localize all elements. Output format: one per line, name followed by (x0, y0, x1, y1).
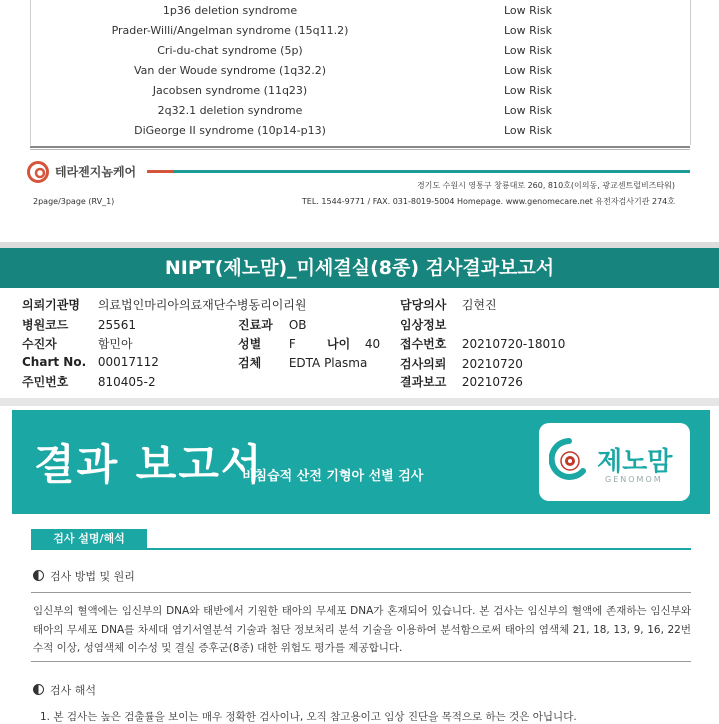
field-label: Chart No. (22, 355, 87, 369)
field-value: 20210726 (461, 375, 523, 389)
field-label: 접수번호 (400, 337, 447, 351)
half-circle-bullet-icon (33, 570, 44, 581)
field-value: 함민아 (97, 337, 133, 351)
field-label: 병원코드 (22, 318, 69, 332)
page-number: 2page/3page (RV_1) (33, 197, 115, 206)
mother-baby-icon (549, 437, 589, 485)
company-address: 경기도 수원시 영통구 창룡대로 260, 810호(이의동, 광교센트럴비즈타워) (416, 181, 675, 190)
syndrome-name: Prader-Willi/Angelman syndrome (15q11.2) (111, 24, 349, 37)
report-title: NIPT(제노맘)_미세결실(8종) 검사결과보고서 (0, 248, 719, 288)
risk-result: Low Risk (504, 4, 552, 17)
field-patient (22, 335, 133, 352)
field-label: 임상정보 (400, 318, 447, 332)
company-contact: TEL. 1544-9771 / FAX. 031-8019-5004 Homepage. www.genomecare.net 유전자검사기관 274호 (301, 197, 675, 206)
field-label: 수진자 (22, 337, 57, 351)
syndrome-name: Jacobsen syndrome (11q23) (152, 84, 308, 97)
table-row (30, 61, 690, 81)
table-border-right (690, 0, 691, 145)
field-label: 진료과 (238, 318, 273, 332)
banner-title: 결과 보고서 (34, 440, 264, 489)
field-resident-no (22, 373, 156, 390)
section-rule (31, 548, 691, 550)
field-label: 나이 (327, 337, 351, 351)
field-label: 담당의사 (400, 298, 447, 312)
brand-logo-box (539, 423, 690, 501)
divider (31, 592, 691, 593)
half-circle-bullet-icon (33, 684, 44, 695)
field-sex (238, 335, 331, 352)
table-bottom-rule-thin (30, 149, 690, 150)
field-clinical-info (400, 316, 462, 333)
company-name: 테라젠지놈케어 (55, 165, 137, 179)
method-heading (33, 568, 135, 584)
section-tab: 검사 설명/해석 (31, 529, 147, 548)
interpretation-heading (33, 682, 96, 698)
field-value: 김현진 (461, 298, 497, 312)
field-value: 40 (364, 337, 381, 351)
field-label: 결과보고 (400, 375, 447, 389)
field-age (327, 335, 380, 352)
footer-accent-bar (173, 170, 690, 173)
field-value: 25561 (97, 318, 137, 332)
field-label: 검체 (238, 356, 262, 370)
field-value: 20210720-18010 (461, 337, 566, 351)
field-value: 810405-2 (97, 375, 156, 389)
field-specimen (238, 354, 367, 371)
table-bottom-rule (30, 146, 690, 148)
field-value: 의료법인마리아의료재단수병동리이리원 (97, 298, 307, 312)
result-banner (12, 410, 710, 514)
field-receipt-no (400, 335, 565, 352)
table-row (30, 41, 690, 61)
interpretation-item-1: 1. 본 검사는 높은 검출률을 보이는 매우 정확한 검사이나, 오직 참고용이고 임상 진단을 목적으로 하는 것은 아닙니다. (40, 711, 577, 723)
field-report-date (400, 373, 523, 390)
brand-name: 제노맘 (597, 447, 673, 477)
table-row (30, 21, 690, 41)
risk-result: Low Risk (504, 64, 552, 77)
field-value: EDTA Plasma (288, 356, 368, 370)
risk-result: Low Risk (504, 44, 552, 57)
banner-subtitle: 비침습적 산전 기형아 선별 검사 (242, 469, 424, 484)
method-heading-text: 검사 방법 및 원리 (50, 570, 135, 583)
field-hospital-code (22, 316, 136, 333)
field-request-date (400, 355, 523, 372)
syndrome-name: 2q32.1 deletion syndrome (157, 104, 303, 117)
risk-result: Low Risk (504, 24, 552, 37)
table-row (30, 81, 690, 101)
field-label: 주민번호 (22, 375, 69, 389)
section-separator (0, 398, 719, 406)
risk-result: Low Risk (504, 124, 552, 137)
method-paragraph: 임신부의 혈액에는 임신부의 DNA와 태반에서 기원한 태아의 무세포 DNA가 혼재되어 있습니다. 본 검사는 임신부의 혈액에 존재하는 임신부와 태아의 무세포 DNA를 차세대 염기서열분석 기술과 첨단 정보처리 분석 기술을 이용하여 분석함으로써 태아의 염색체 21, 18, 13, 9, 16, 22번 수적 이상, 성염색체 이수성 및 결실 증후군(8종) 대한 위험도 평가를 제공합니다. (33, 605, 691, 654)
table-row (30, 101, 690, 121)
field-institution (22, 296, 307, 313)
field-chart-no (22, 355, 159, 369)
risk-result: Low Risk (504, 104, 552, 117)
table-row (30, 1, 690, 21)
syndrome-name: Cri-du-chat syndrome (5p) (157, 44, 303, 57)
field-label: 검사의뢰 (400, 357, 447, 371)
field-department (238, 316, 307, 333)
field-doctor (400, 296, 497, 313)
divider (31, 661, 691, 662)
risk-result: Low Risk (504, 84, 552, 97)
field-value: F (288, 337, 296, 351)
field-value: OB (288, 318, 307, 332)
syndrome-name: 1p36 deletion syndrome (162, 4, 298, 17)
syndrome-name: Van der Woude syndrome (1q32.2) (133, 64, 327, 77)
field-label: 성별 (238, 337, 262, 351)
footer-accent-red (147, 170, 173, 173)
field-value: 20210720 (461, 357, 523, 371)
field-label: 의뢰기관명 (22, 298, 80, 312)
logo-mark-icon (27, 161, 49, 183)
table-row (30, 121, 690, 141)
syndrome-name: DiGeorge II syndrome (10p14-p13) (134, 124, 326, 137)
brand-subtext: GENOMOM (605, 475, 663, 484)
field-value: 00017112 (97, 355, 159, 369)
previous-page-fragment (0, 0, 719, 242)
interpretation-heading-text: 검사 해석 (50, 684, 97, 697)
